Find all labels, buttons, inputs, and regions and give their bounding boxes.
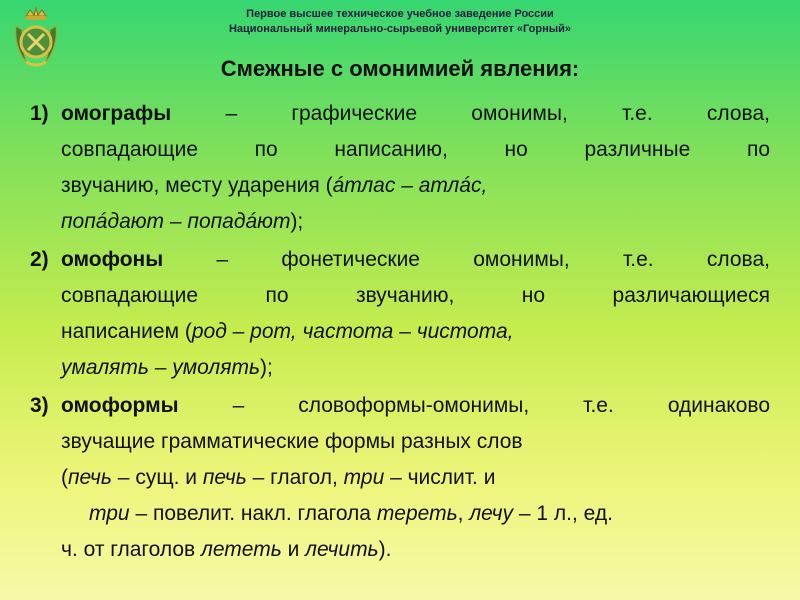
definition-text: – глагол, bbox=[246, 466, 344, 489]
slide-title: Смежные с омонимией явления: bbox=[220, 56, 580, 81]
header bbox=[0, 7, 800, 37]
item-line bbox=[61, 314, 770, 350]
term-homoforms: омоформы bbox=[61, 394, 179, 417]
example-text: попáдают – попадáют bbox=[61, 210, 291, 233]
definition-text: ). bbox=[378, 538, 392, 561]
definition-text: – сущ. и bbox=[111, 466, 203, 489]
definition-text: ); bbox=[290, 210, 304, 233]
definition-text: ( bbox=[61, 466, 68, 489]
item-line: совпадающие по звучанию, но различающиеся bbox=[61, 284, 770, 307]
definition-text: – фонетические омонимы, т.е. слова, bbox=[216, 248, 770, 271]
definition-text: – числит. и bbox=[384, 466, 496, 489]
example-text: лететь bbox=[201, 538, 282, 561]
item-body bbox=[61, 388, 770, 568]
example-text: печь bbox=[68, 466, 112, 489]
term-homophones: омофоны bbox=[61, 248, 164, 271]
example-text: умалять – умолять bbox=[61, 356, 260, 379]
list-item-homographs bbox=[30, 96, 770, 240]
definition-list bbox=[30, 96, 770, 570]
header-line-1: Первое высшее техническое учебное заведение России bbox=[246, 8, 554, 20]
definition-text: ); bbox=[260, 356, 273, 379]
item-line bbox=[61, 96, 770, 132]
example-text: три bbox=[343, 466, 385, 489]
item-line bbox=[61, 388, 770, 424]
definition-text: – повелит. накл. глагола bbox=[129, 502, 377, 525]
item-number: 2) bbox=[30, 248, 49, 271]
item-line: звучащие грамматические формы разных слов bbox=[61, 430, 523, 453]
example-text: печь bbox=[202, 466, 247, 489]
list-item-homoforms bbox=[30, 388, 770, 568]
definition-text: и bbox=[281, 538, 306, 561]
item-body bbox=[61, 242, 770, 386]
header-line-2: Национальный минерально-сырьевой университет «Горный» bbox=[228, 23, 572, 35]
definition-text: звучанию, месту ударения ( bbox=[61, 174, 333, 197]
example-text: три bbox=[89, 502, 130, 525]
term-homographs: омографы bbox=[61, 102, 172, 125]
item-line bbox=[61, 460, 770, 496]
item-line bbox=[61, 204, 770, 240]
example-text: лечу bbox=[469, 502, 514, 525]
item-line: совпадающие по написанию, но различные по bbox=[61, 138, 770, 161]
definition-text: написанием ( bbox=[61, 320, 192, 343]
example-text: род – рот, частота – чистота, bbox=[191, 320, 514, 343]
item-number: 3) bbox=[30, 394, 49, 417]
example-text: áтлас – атлáс, bbox=[332, 174, 488, 197]
example-text: тереть bbox=[376, 502, 458, 525]
list-item-homophones bbox=[30, 242, 770, 386]
definition-text: , bbox=[457, 502, 470, 525]
item-body bbox=[61, 96, 770, 240]
item-line bbox=[61, 532, 770, 568]
item-line bbox=[61, 350, 770, 386]
example-text: лечить bbox=[305, 538, 379, 561]
definition-text: – 1 л., ед. bbox=[513, 502, 613, 525]
item-line bbox=[61, 496, 770, 532]
definition-text: – словоформы-омонимы, т.е. одинаково bbox=[232, 394, 770, 417]
definition-text: ч. от глаголов bbox=[61, 538, 201, 561]
item-line bbox=[61, 168, 770, 204]
item-line bbox=[61, 242, 770, 278]
definition-text: – графические омонимы, т.е. слова, bbox=[225, 102, 770, 125]
item-number: 1) bbox=[30, 102, 49, 125]
